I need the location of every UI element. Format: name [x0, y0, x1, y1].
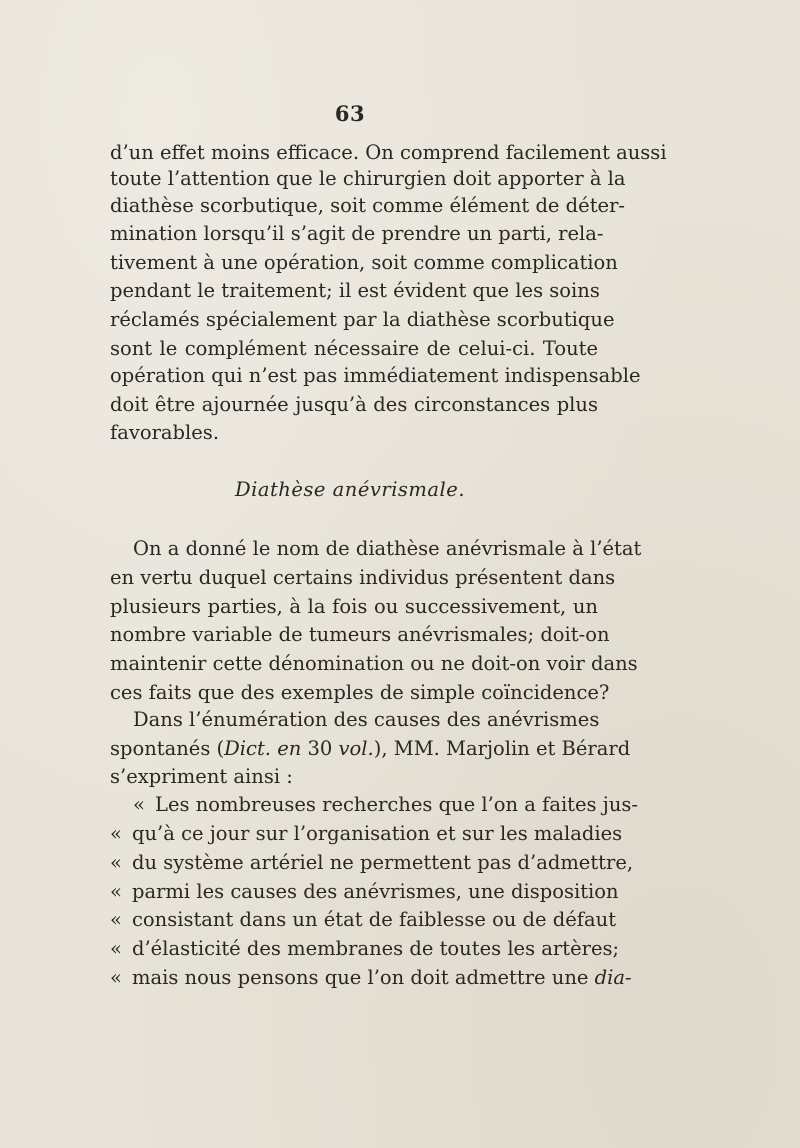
text-line: favorables.: [110, 421, 220, 444]
section-heading: Diathèse anévrismale.: [234, 478, 466, 501]
text-line: sont le complément nécessaire de celui-ci. Toute: [110, 337, 598, 360]
text-line: nombre variable de tumeurs anévrismales; doit-on: [110, 623, 610, 646]
text-line: en vertu duquel certains individus présentent dans: [110, 566, 616, 589]
page-number: 63: [334, 101, 366, 126]
quote-mark: «: [110, 908, 122, 931]
text-line: maintenir cette dénomination ou ne doit-on voir dans: [110, 652, 638, 675]
quote-line: [110, 965, 632, 991]
quote-mark: «: [110, 937, 122, 960]
quote-text: d’élasticité des membranes de toutes les artères;: [132, 937, 620, 960]
quote-text: parmi les causes des anévrismes, une disposition: [132, 880, 619, 903]
text-fragment: 30: [301, 737, 339, 760]
text-line: pendant le traitement; il est évident que les soins: [110, 279, 600, 302]
text-line: réclamés spécialement par la diathèse scorbutique: [110, 308, 615, 331]
quote-line: [133, 792, 638, 818]
text-fragment: ), MM. Marjolin et Bérard: [373, 737, 631, 760]
text-line: On a donné le nom de diathèse anévrismale à l’état: [133, 537, 642, 560]
reference-title: Dict. en: [224, 737, 302, 760]
text-line: s’expriment ainsi :: [110, 765, 293, 788]
text-fragment: spontanés (: [110, 737, 225, 760]
quote-text: Les nombreuses recherches que l’on a faites jus-: [155, 793, 638, 816]
quote-text: qu’à ce jour sur l’organisation et sur les maladies: [132, 822, 623, 845]
quote-line: [110, 907, 617, 933]
text-line: doit être ajournée jusqu’à des circonstances plus: [110, 393, 598, 416]
text-line: diathèse scorbutique, soit comme élément de déter-: [110, 194, 625, 217]
text-line: tivement à une opération, soit comme complication: [110, 251, 618, 274]
reference-volume: vol.: [338, 737, 374, 760]
text-line: opération qui n’est pas immédiatement indispensable: [110, 364, 641, 387]
quote-line: [110, 850, 634, 876]
quote-text: du système artériel ne permettent pas d’admettre,: [132, 851, 634, 874]
text-line: Dans l’énumération des causes des anévrismes: [133, 708, 600, 731]
text-line-with-reference: [110, 736, 631, 762]
quote-text: mais nous pensons que l’on doit admettre une: [132, 966, 595, 989]
quote-line: [110, 936, 620, 962]
text-line: ces faits que des exemples de simple coïncidence?: [110, 681, 610, 704]
quote-mark: «: [110, 851, 122, 874]
text-line: toute l’attention que le chirurgien doit apporter à la: [110, 167, 626, 190]
quote-mark: «: [110, 822, 122, 845]
text-line: d’un effet moins efficace. On comprend facilement aussi: [110, 141, 667, 164]
text-line: mination lorsqu’il s’agit de prendre un parti, rela-: [110, 222, 604, 245]
quote-mark: «: [110, 966, 122, 989]
quote-text-italic: dia-: [594, 966, 632, 989]
quote-mark: «: [133, 793, 145, 816]
quote-line: [110, 879, 619, 905]
quote-mark: «: [110, 880, 122, 903]
quote-text: consistant dans un état de faiblesse ou de défaut: [132, 908, 617, 931]
text-line: plusieurs parties, à la fois ou successivement, un: [110, 595, 598, 618]
quote-line: [110, 821, 623, 847]
